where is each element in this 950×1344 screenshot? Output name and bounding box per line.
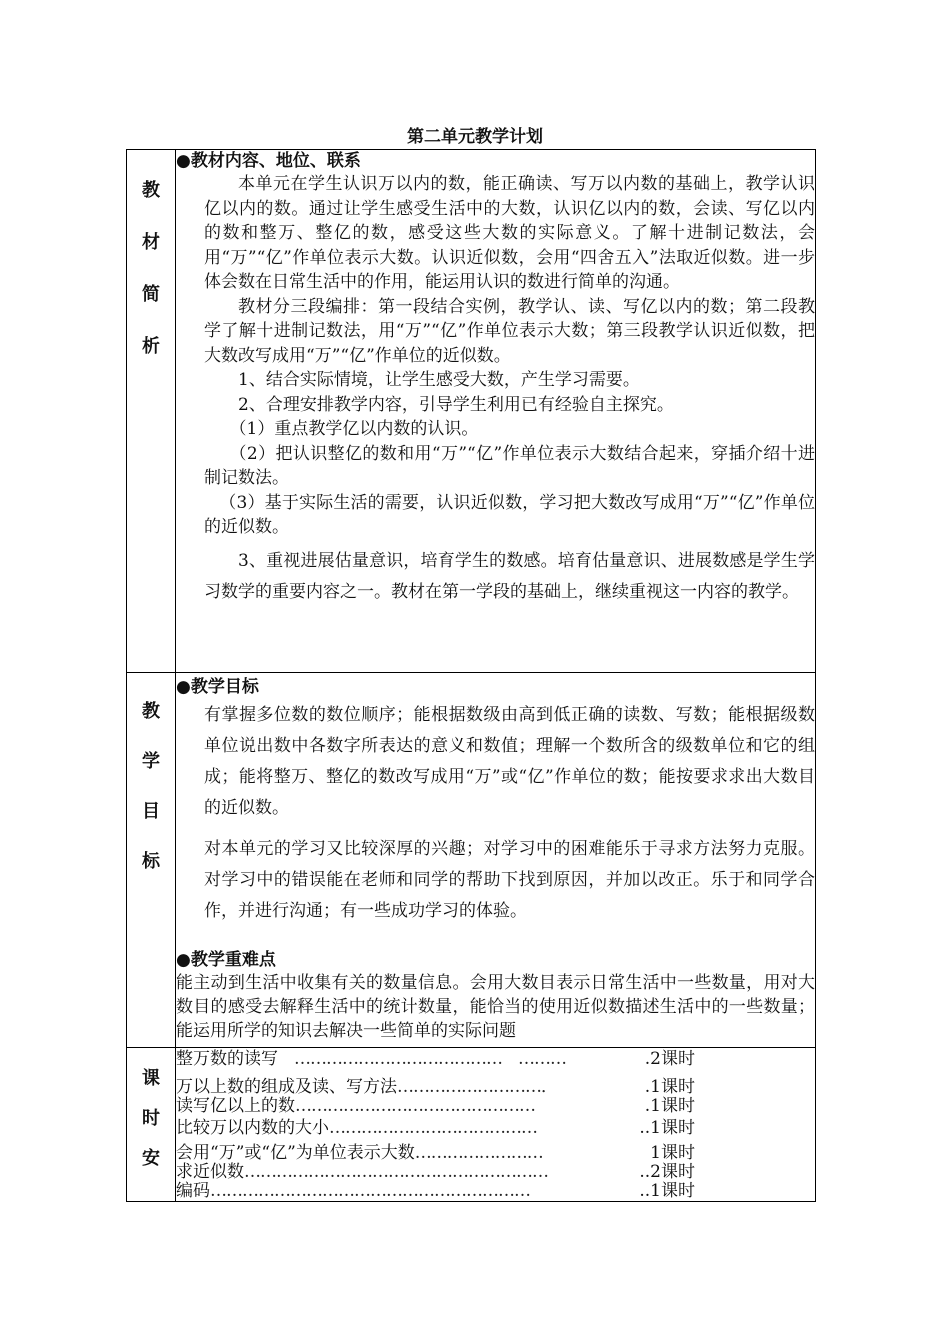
label-char: 简 bbox=[142, 284, 160, 305]
schedule-hours: .2课时 bbox=[644, 1049, 695, 1069]
analysis-heading: ●教材内容、地位、联系 bbox=[176, 151, 361, 171]
page-title: 第二单元教学计划 bbox=[407, 127, 543, 147]
schedule-hours: 1课时 bbox=[650, 1143, 695, 1163]
schedule-dots: …………………… bbox=[414, 1144, 543, 1163]
schedule-item bbox=[176, 1182, 695, 1201]
analysis-paragraph: 本单元在学生认识万以内的数，能正确读、写万以内数的基础上，教学认识亿以内的数。通过让学生感受生活中的大数，认识亿以内的数，会读、写亿以内的数和整万、整亿的数，感受这些大数的实际意义。了解十进制记数法，会用“万”“亿”作单位表示大数。认识近似数，会用“四舍五入”法取近似数。进一步体会数在日常生活中的作用，能运用认识的数进行简单的沟通。 bbox=[204, 174, 815, 292]
schedule-label bbox=[127, 1048, 176, 1202]
goals-content bbox=[176, 673, 816, 1048]
analysis-content bbox=[176, 150, 816, 673]
key-points-heading: ●教学重难点 bbox=[176, 950, 276, 970]
analysis-row bbox=[127, 150, 816, 673]
schedule-dots: ……………………………………… bbox=[295, 1097, 535, 1116]
label-char: 材 bbox=[142, 232, 160, 253]
schedule-item bbox=[176, 1078, 695, 1097]
analysis-paragraph: （2）把认识整亿的数和用“万”“亿”作单位表示大数结合起来，穿插介绍十进制记数法。 bbox=[204, 443, 815, 488]
schedule-topic: 会用“万”或“亿”为单位表示大数 bbox=[176, 1143, 415, 1163]
label-char: 课 bbox=[142, 1068, 160, 1089]
goals-row bbox=[127, 673, 816, 1048]
schedule-topic: 万以上数的组成及读、写方法 bbox=[176, 1077, 397, 1097]
schedule-topic: 读写亿以上的数 bbox=[176, 1096, 295, 1116]
goal-paragraph: 对本单元的学习又比较深厚的兴趣；对学习中的困难能乐于寻求方法努力克服。对学习中的错误能在老师和同学的帮助下找到原因，并加以改正。乐于和同学合作，并进行沟通；有一些成功学习的体验。 bbox=[204, 839, 815, 921]
schedule-hours: ..1课时 bbox=[639, 1118, 695, 1138]
schedule-item bbox=[176, 1163, 695, 1182]
schedule-topic: 比较万以内数的大小 bbox=[176, 1118, 329, 1138]
schedule-row bbox=[127, 1048, 816, 1202]
schedule-item bbox=[176, 1097, 695, 1116]
schedule-hours: .1课时 bbox=[627, 1077, 695, 1097]
schedule-dots: ………………………………… bbox=[329, 1119, 537, 1138]
schedule-item bbox=[176, 1050, 695, 1069]
label-char: 标 bbox=[142, 851, 160, 872]
analysis-paragraph: （1）重点教学亿以内数的认识。 bbox=[229, 419, 479, 439]
schedule-topic: 整万数的读写 bbox=[176, 1049, 278, 1069]
analysis-paragraph: 3、重视进展估量意识，培育学生的数感。培育估量意识、进展数感是学生学习数学的重要内容之一。教材在第一学段的基础上，继续重视这一内容的教学。 bbox=[204, 550, 815, 602]
analysis-paragraph: 1、结合实际情境，让学生感受大数，产生学习需要。 bbox=[238, 370, 640, 390]
plan-table bbox=[126, 149, 816, 1202]
schedule-hours: ..2课时 bbox=[639, 1162, 695, 1182]
schedule-item bbox=[176, 1144, 695, 1163]
label-char: 教 bbox=[142, 180, 160, 201]
analysis-label bbox=[127, 150, 176, 673]
analysis-paragraph: 教材分三段编排：第一段结合实例，教学认、读、写亿以内的数；第二段教学了解十进制记数法，用“万”“亿”作单位表示大数；第三段教学认识近似数，把大数改写成用“万”“亿”作单位的近似数。 bbox=[204, 296, 815, 366]
schedule-dots: ………………………………………………… bbox=[244, 1163, 548, 1182]
goals-heading: ●教学目标 bbox=[176, 677, 259, 697]
schedule-hours: ..1课时 bbox=[639, 1181, 695, 1201]
label-char: 析 bbox=[142, 336, 160, 357]
schedule-dots: …………………………………………………… bbox=[210, 1182, 530, 1201]
goals-label bbox=[127, 673, 176, 1048]
label-char: 目 bbox=[142, 801, 160, 822]
schedule-topic: 编码 bbox=[176, 1181, 210, 1201]
label-char: 学 bbox=[142, 751, 160, 772]
label-char: 教 bbox=[142, 701, 160, 722]
schedule-hours: .1课时 bbox=[627, 1096, 695, 1116]
analysis-paragraph: （3）基于实际生活的需要，认识近似数，学习把大数改写成用“万”“亿”作单位的近似数。 bbox=[204, 492, 815, 537]
key-points-paragraph: 能主动到生活中收集有关的数量信息。会用大数目表示日常生活中一些数量，用对大数目的感受去解释生活中的统计数量，能恰当的使用近似数描述生活中的一些数量；能运用所学的知识去解决一些简单的实际问题 bbox=[176, 973, 815, 1041]
schedule-dots: ………………………………… ……… bbox=[278, 1050, 566, 1069]
schedule-item bbox=[176, 1119, 695, 1138]
schedule-dots: ………………………． bbox=[397, 1078, 557, 1097]
goal-paragraph: 有掌握多位数的数位顺序；能根据数级由高到低正确的读数、写数；能根据级数单位说出数中各数字所表达的意义和数值；理解一个数所含的级数单位和它的组成；能将整万、整亿的数改写成用“万”或“亿”作单位的数；能按要求求出大数目的近似数。 bbox=[204, 705, 815, 818]
analysis-paragraph: 2、合理安排教学内容，引导学生利用已有经验自主探究。 bbox=[238, 394, 674, 415]
schedule-topic: 求近似数 bbox=[176, 1162, 244, 1182]
label-char: 安 bbox=[142, 1148, 160, 1169]
label-char: 时 bbox=[142, 1108, 160, 1129]
schedule-content bbox=[176, 1048, 816, 1202]
